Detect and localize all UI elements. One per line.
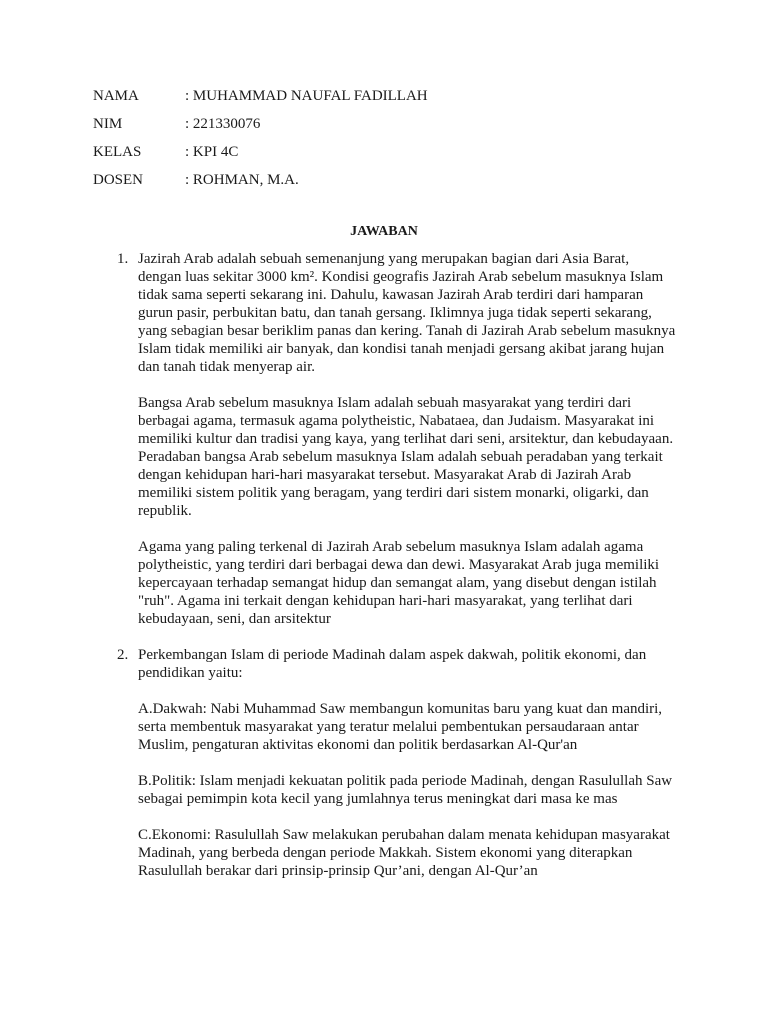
identity-label: DOSEN bbox=[93, 172, 144, 188]
answer-paragraph: C.Ekonomi: Rasulullah Saw melakukan perubahan dalam menata kehidupan masyarakat Madinah, yang berbeda dengan periode Makkah. Sistem ekonomi yang diterapkan Rasulullah berakar dari prinsip-prinsip Qur’ani, dengan Al-Qur’an bbox=[138, 827, 670, 879]
answer-paragraph: Agama yang paling terkenal di Jazirah Arab sebelum masuknya Islam adalah agama polytheistic, yang terdiri dari berbagai dewa dan dewi. Masyarakat Arab juga memiliki kepercayaan terhadap semangat hidup dan semangat alam, yang disebut dengan istilah "ruh". Agama ini terkait dengan kehidupan hari-hari masyarakat, yang terlihat dari kebudayaan, seni, dan arsitektur bbox=[138, 539, 660, 627]
answer-paragraph: A.Dakwah: Nabi Muhammad Saw membangun komunitas baru yang kuat dan mandiri, serta membentuk masyarakat yang teratur melalui pembentukan persaudaraan antar Muslim, pengaturan aktivitas ekonomi dan politik berdasarkan Al-Qur'an bbox=[138, 701, 663, 753]
identity-label: NIM bbox=[93, 116, 123, 132]
answer-number: 2. bbox=[117, 647, 129, 663]
answer-list bbox=[117, 250, 677, 898]
answer-paragraph: Bangsa Arab sebelum masuknya Islam adalah sebuah masyarakat yang terdiri dari berbagai agama, termasuk agama polytheistic, Nabataea, dan Judaism. Masyarakat ini memiliki kultur dan tradisi yang kaya, yang terlihat dari seni, arsitektur, dan kebudayaan. Peradaban bangsa Arab sebelum masuknya Islam adalah sebuah peradaban yang terkait dengan kehidupan hari-hari masyarakat tersebut. Masyarakat Arab di Jazirah Arab memiliki sistem politik yang beragam, yang terdiri dari sistem monarki, oligarki, dan republik. bbox=[138, 395, 674, 519]
identity-value: : MUHAMMAD NAUFAL FADILLAH bbox=[185, 88, 428, 104]
answer-item-2 bbox=[117, 646, 677, 880]
answer-paragraph: B.Politik: Islam menjadi kekuatan politik pada periode Madinah, dengan Rasulullah Saw sebagai pemimpin kota kecil yang jumlahnya terus meningkat dari masa ke mas bbox=[138, 773, 673, 807]
answer-heading: JAWABAN bbox=[350, 224, 418, 239]
answer-item-1 bbox=[117, 250, 677, 628]
identity-value: : ROHMAN, M.A. bbox=[185, 172, 299, 188]
answer-paragraph: Perkembangan Islam di periode Madinah dalam aspek dakwah, politik ekonomi, dan pendidikan yaitu: bbox=[138, 647, 647, 681]
identity-label: NAMA bbox=[93, 88, 139, 104]
identity-label: KELAS bbox=[93, 144, 142, 160]
identity-value: : KPI 4C bbox=[185, 144, 239, 160]
identity-value: : 221330076 bbox=[185, 116, 261, 132]
answer-paragraph: Jazirah Arab adalah sebuah semenanjung yang merupakan bagian dari Asia Barat, dengan luas sekitar 3000 km². Kondisi geografis Jazirah Arab sebelum masuknya Islam tidak sama seperti sekarang ini. Dahulu, kawasan Jazirah Arab terdiri dari hamparan gurun pasir, perbukitan batu, dan tanah gersang. Iklimnya juga tidak seperti sekarang, yang sebagian besar beriklim panas dan kering. Tanah di Jazirah Arab sebelum masuknya Islam tidak memiliki air banyak, dan kondisi tanah menjadi gersang akibat jarang hujan dan tanah tidak menyerap air. bbox=[138, 251, 676, 375]
answer-number: 1. bbox=[117, 251, 129, 267]
